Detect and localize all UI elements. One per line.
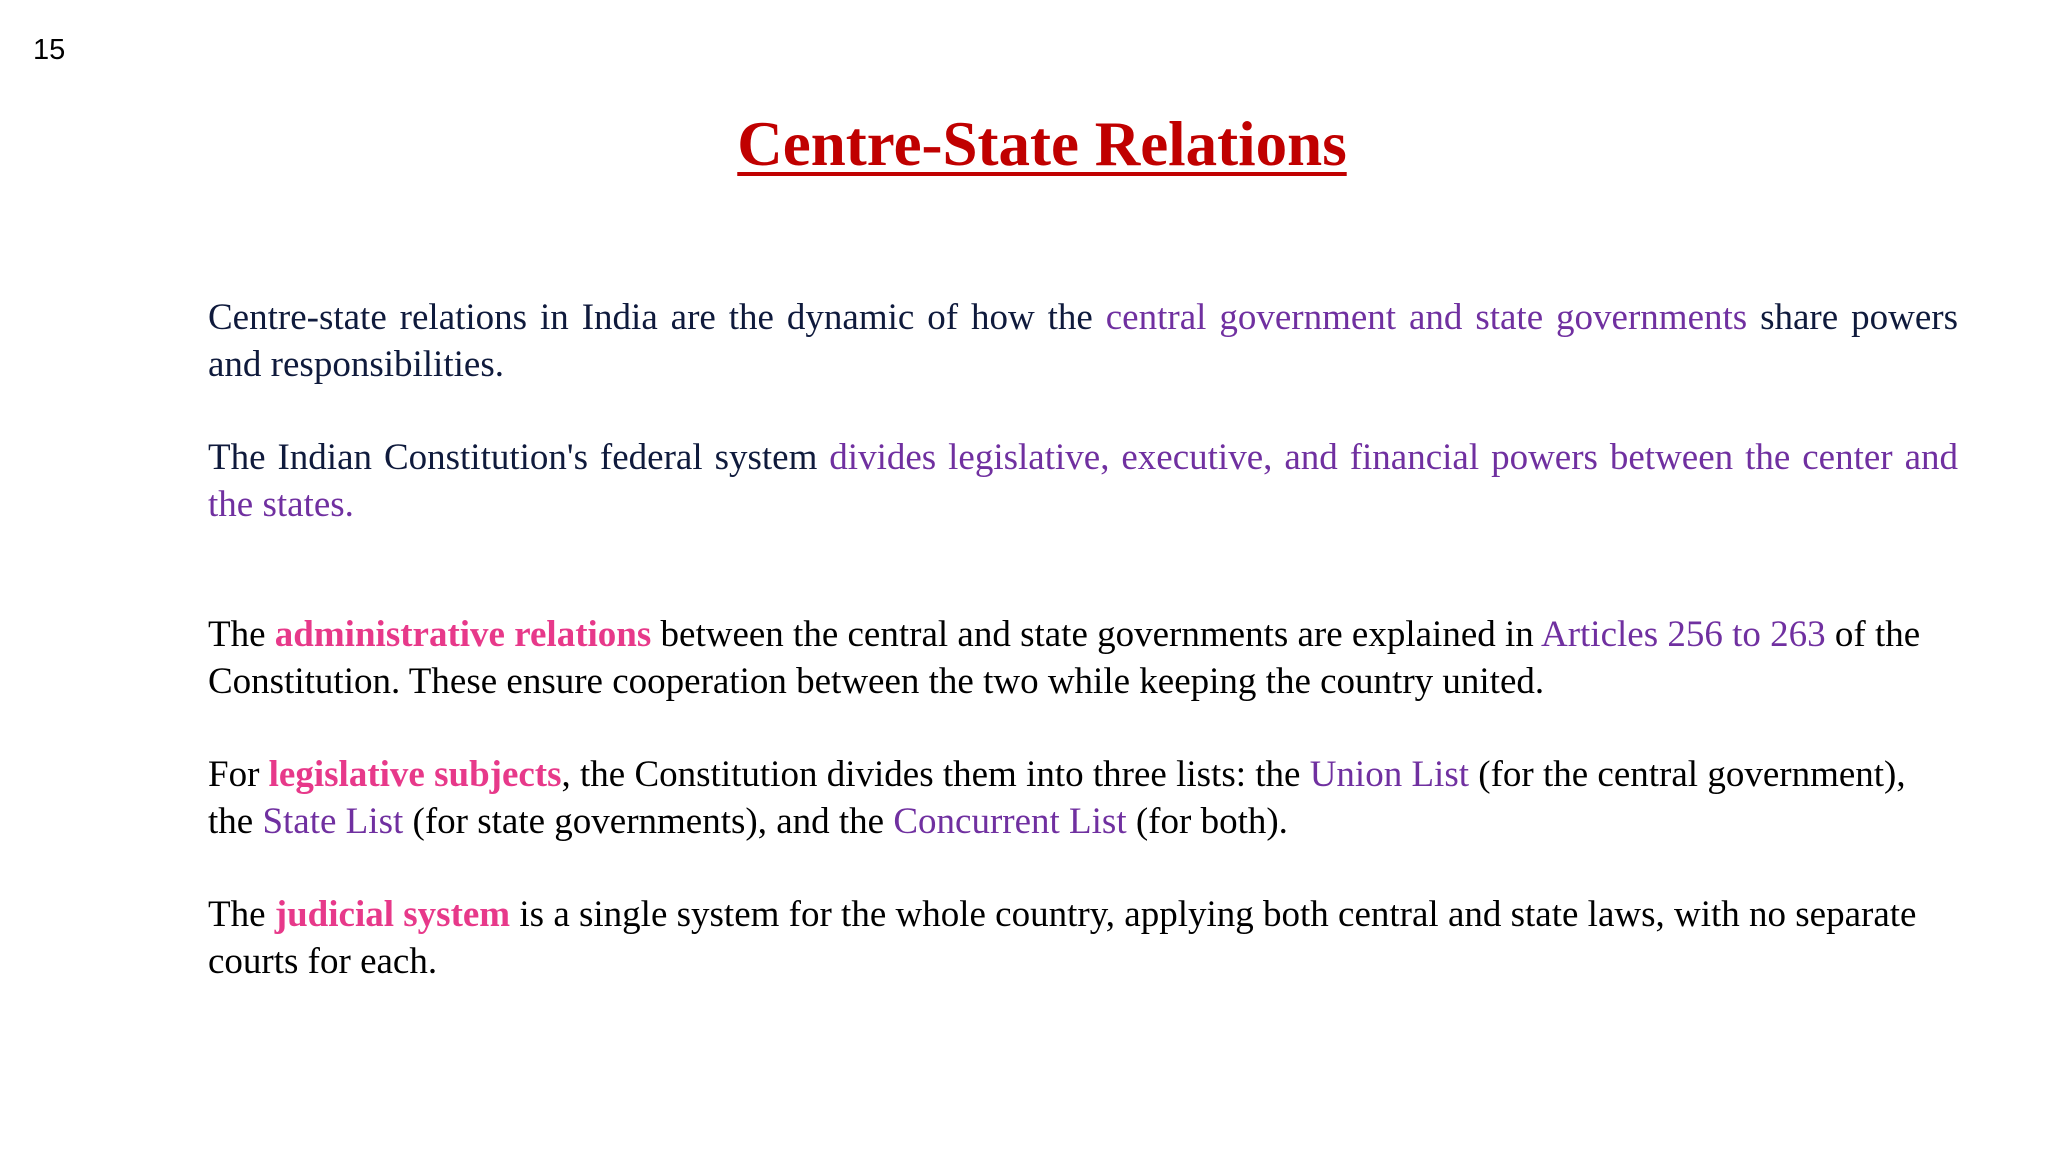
keyword-text: legislative subjects — [268, 754, 562, 795]
text-run: is a single system for the whole country, applying both central and state laws, with no separate courts for each. — [208, 894, 1917, 982]
text-run: Centre-state relations in India are the dynamic of how the — [208, 297, 1106, 338]
paragraph-federal-system — [208, 434, 1958, 528]
text-run: share powers and responsibilities. — [208, 297, 1958, 385]
text-run: (for state governments), and the — [403, 801, 894, 842]
text-run: , the Constitution divides them into three lists: the — [561, 754, 1310, 795]
highlight-text: Union List — [1309, 754, 1470, 795]
text-run: The — [208, 614, 275, 655]
text-run: (for both). — [1126, 801, 1288, 842]
paragraph-administrative — [208, 611, 1958, 705]
text-run: of the Constitution. These ensure cooperation between the two while keeping the country united. — [208, 614, 1921, 702]
highlight-text: central government and state governments — [1105, 297, 1748, 338]
paragraph-legislative — [208, 751, 1958, 845]
text-run: (for the central government), the — [208, 754, 1906, 842]
text-run: between the central and state governments are explained in — [651, 614, 1541, 655]
paragraph-judicial — [208, 891, 1958, 985]
slide-number: 15 — [33, 34, 66, 66]
highlight-text: State List — [262, 801, 404, 842]
keyword-text: administrative relations — [274, 614, 652, 655]
keyword-text: judicial system — [274, 894, 511, 935]
highlight-text: Articles 256 to 263 — [1540, 614, 1826, 655]
text-run: The — [208, 894, 275, 935]
paragraph-intro — [208, 294, 1958, 388]
highlight-text: Concurrent List — [893, 801, 1127, 842]
slide-title: Centre-State Relations — [737, 109, 1347, 179]
highlight-text: divides legislative, executive, and financial powers between the center and the states. — [208, 437, 1958, 525]
text-run: For — [208, 754, 269, 795]
text-run: The Indian Constitution's federal system — [208, 437, 830, 478]
